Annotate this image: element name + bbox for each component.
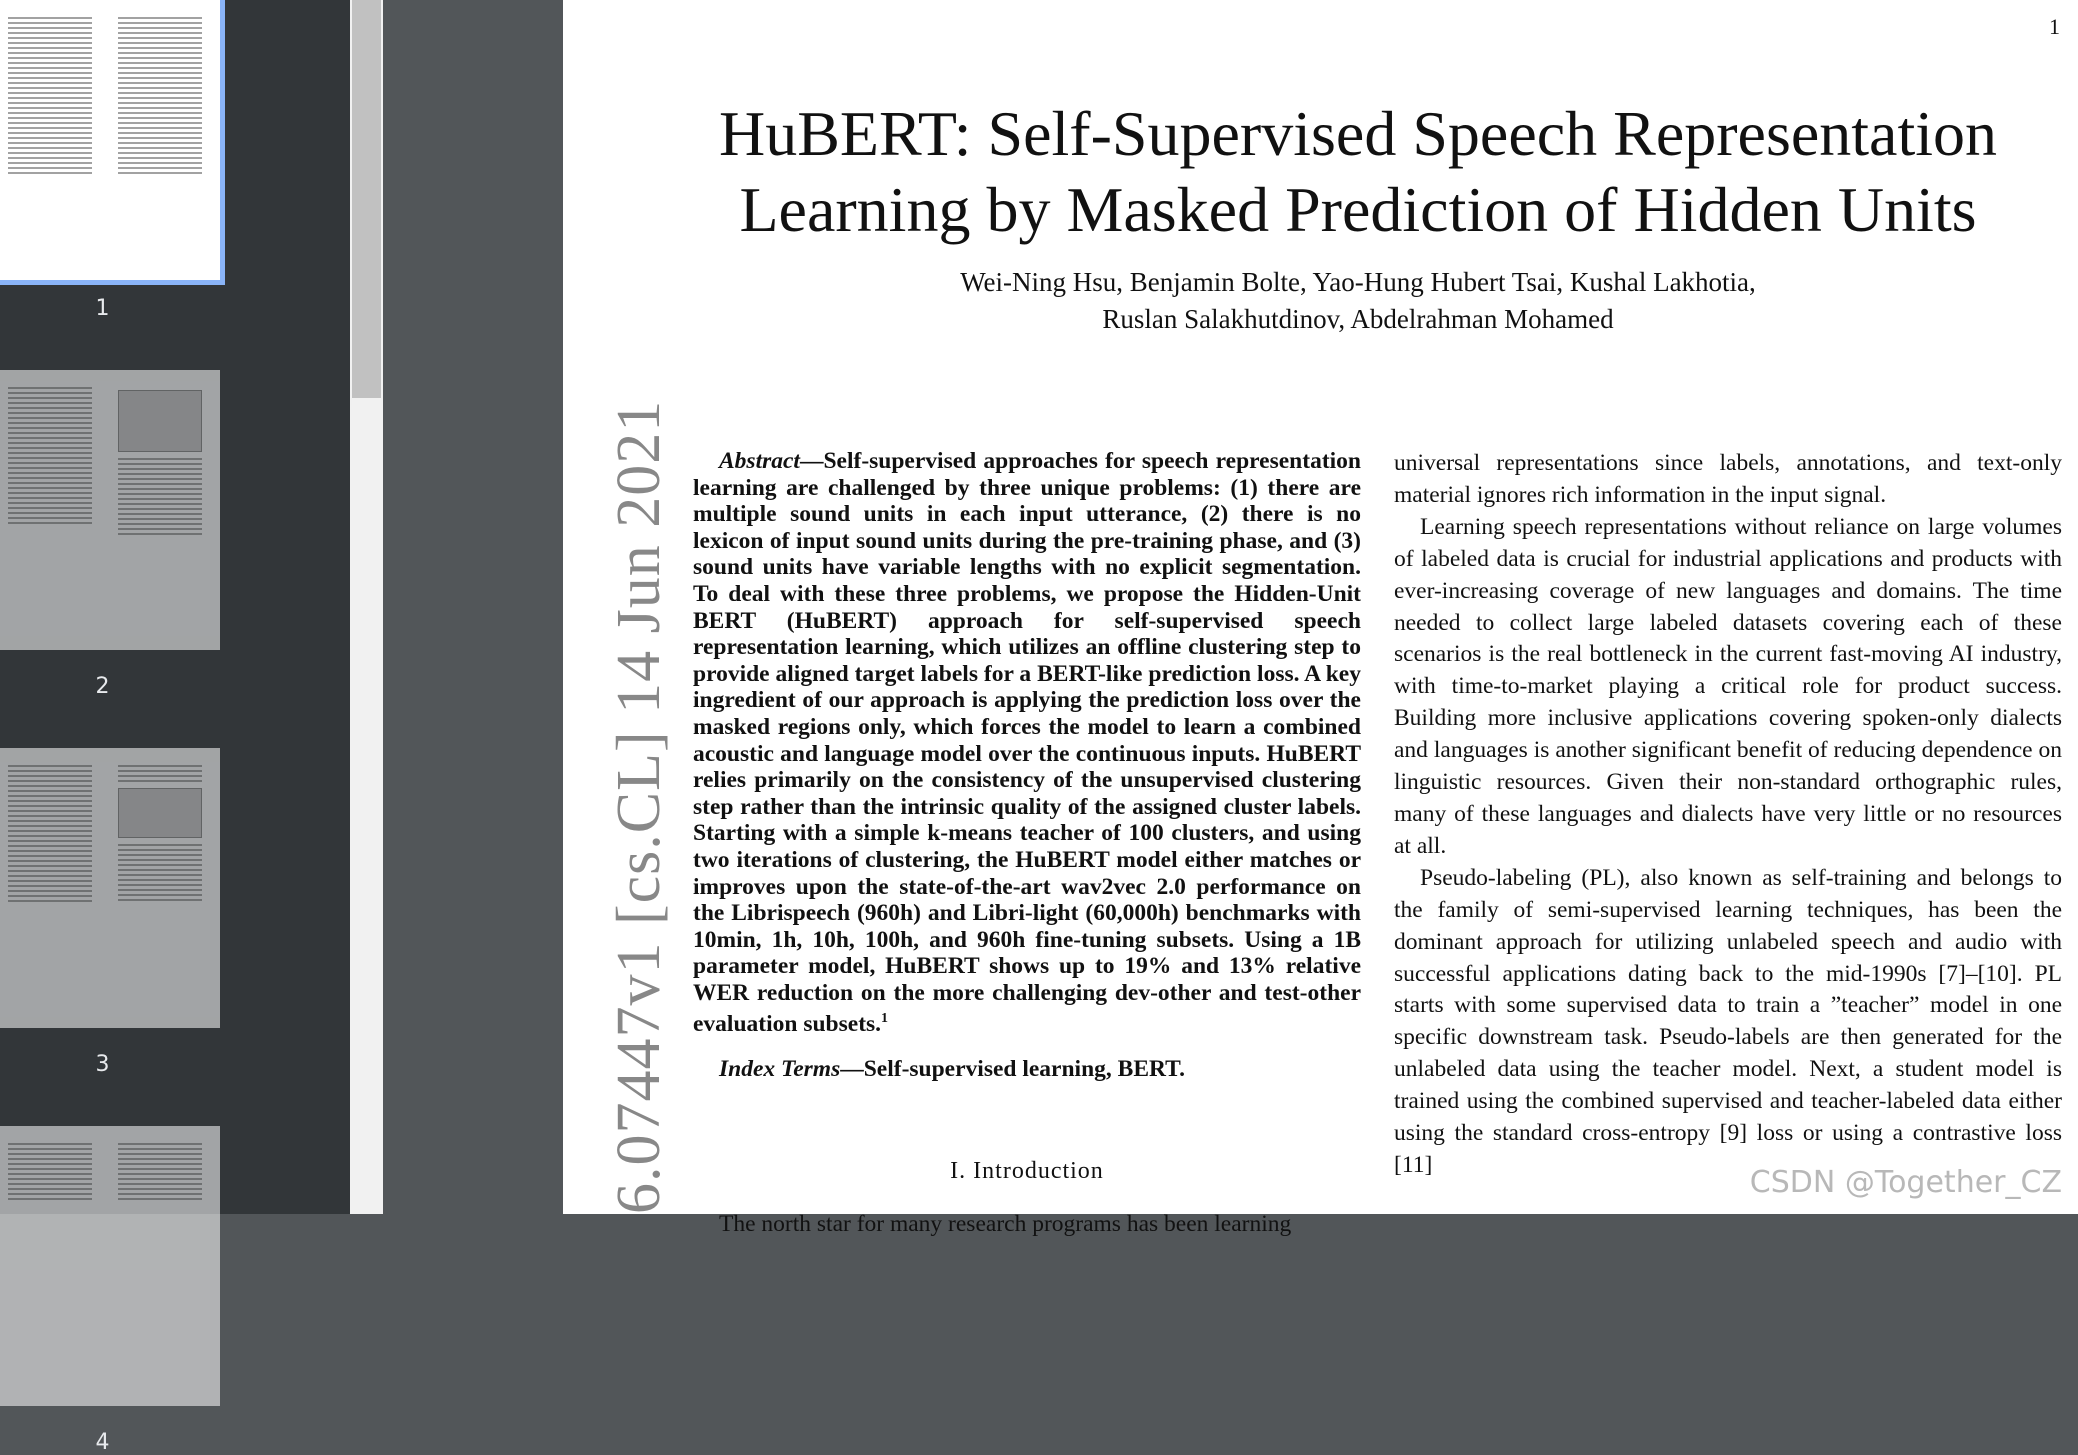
page-number: 1 (2049, 14, 2060, 39)
paper-title-line-2: Learning by Masked Prediction of Hidden Units (739, 174, 1977, 245)
thumbnail-page-1[interactable] (0, 0, 220, 280)
paper-title (703, 96, 2013, 248)
abstract (693, 448, 1361, 1038)
introduction-text: The north star for many research programs has been learning (719, 1211, 1292, 1238)
thumbnail-sidebar (0, 0, 350, 1455)
index-terms (693, 1056, 1361, 1083)
abstract-footnote-mark[interactable]: 1 (881, 1011, 889, 1027)
sidebar-scrollbar-thumb[interactable] (352, 0, 381, 398)
thumbnail-page-2[interactable] (0, 370, 220, 650)
index-terms-text: —Self-supervised learning, BERT. (840, 1055, 1185, 1082)
thumbnail-page-3[interactable] (0, 748, 220, 1028)
thumbnail-label-3[interactable]: 3 (95, 1052, 110, 1077)
thumbnail-figure (118, 390, 202, 452)
thumbnail-label-1[interactable]: 1 (95, 296, 110, 321)
pdf-page (563, 0, 2078, 1238)
abstract-text: —Self-supervised approaches for speech representation learning are challenged by three unique problems: (1) there are multiple sound units in each input utterance, (2) there is no lexicon of input sound units during the pre-training phase, and (3) sound units have variable lengths with no explicit segmentation. To deal with these three problems, we propose the Hidden-Unit BERT (HuBERT) approach for self-supervised speech representation learning, which utilizes an offline clustering step to provide aligned target labels for a BERT-like prediction loss. A key ingredient of our approach is applying the prediction loss over the masked regions only, which forces the model to learn a combined acoustic and language model over the continuous inputs. HuBERT relies primarily on the consistency of the unsupervised clustering step rather than the intrinsic quality of the assigned cluster labels. Starting with a simple k-means teacher of 100 clusters, and using two iterations of clustering, the HuBERT model either matches or improves upon the state-of-the-art wav2vec 2.0 performance on the Librispeech (960h) and Libri-light (60,000h) benchmarks with 10min, 1h, 10h, 100h, and 960h fine-tuning subsets. Using a 1B parameter model, HuBERT shows up to 19% and 13% relative WER reduction on the more challenging dev-other and test-other evaluation subsets. (693, 448, 1361, 1038)
body-paragraph-3: Pseudo-labeling (PL), also known as self-training and belongs to the family of semi-supervised learning techniques, has been the dominant approach for utilizing unlabeled speech and audio with successful applications dating back to the mid-1990s [7]–[10]. PL starts with some supervised data to train a ”teacher” model in one specific downstream task. Pseudo-labels are then generated for the unlabeled data using the teacher model. Next, a student model is trained using the combined supervised and teacher-labeled data either using the standard cross-entropy [9] loss or using a contrastive loss [11] (1394, 864, 2062, 1178)
authors-line-1: Wei-Ning Hsu, Benjamin Bolte, Yao-Hung Hubert Tsai, Kushal Lakhotia, (960, 267, 1756, 297)
index-terms-label: Index Terms (719, 1055, 841, 1082)
thumbnail-table (118, 788, 202, 838)
thumbnail-label-4[interactable]: 4 (95, 1430, 110, 1455)
body-paragraph-1: universal representations since labels, annotations, and text-only material ignores rich information in the input signal. (1394, 450, 2062, 508)
author-list (703, 264, 2013, 338)
right-column (1394, 448, 2062, 1182)
watermark: CSDN @Together_CZ (1749, 1165, 2062, 1200)
paper-title-line-1: HuBERT: Self-Supervised Speech Representation (718, 98, 1998, 169)
authors-line-2: Ruslan Salakhutdinov, Abdelrahman Mohamed (1102, 304, 1614, 334)
thumbnail-page-4[interactable] (0, 1126, 220, 1406)
thumbnail-label-2[interactable]: 2 (95, 674, 110, 699)
section-heading-introduction: I. Introduction (950, 1158, 1104, 1185)
arxiv-stamp: 6.07447v1 [cs.CL] 14 Jun 2021 (605, 399, 673, 1214)
abstract-label: Abstract (719, 448, 800, 474)
left-column (693, 448, 1361, 1238)
body-paragraph-2: Learning speech representations without reliance on large volumes of labeled data is crucial for industrial applications and products with ever-increasing coverage of new languages and domains. The time needed to collect large labeled datasets covering each of these scenarios is the real bottleneck in the current fast-moving AI industry, with time-to-market playing a critical role for product success. Building more inclusive applications covering spoken-only dialects and languages is another significant benefit of reducing dependence on linguistic resources. Given their non-standard orthographic rules, many of these languages and dialects have very little or no resources at all. (1394, 513, 2062, 859)
viewer-background (383, 0, 563, 1214)
